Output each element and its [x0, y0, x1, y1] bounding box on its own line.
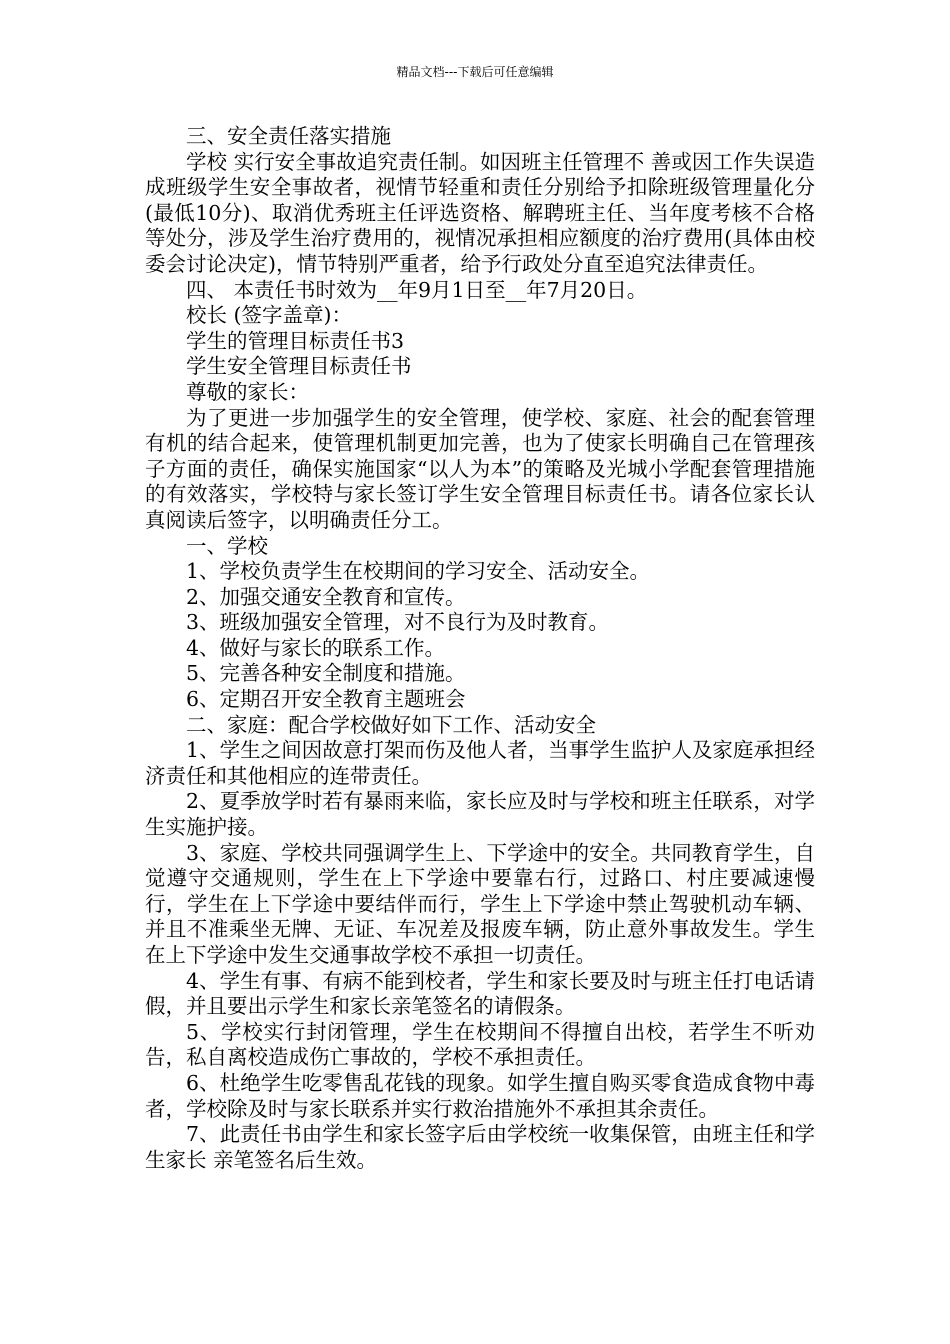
list-item-family-7: 7、此责任书由学生和家长签字后由学校统一收集保管，由班主任和学生家长 亲笔签名后生效。 — [145, 1122, 815, 1172]
section-heading-school: 一、学校 — [186, 533, 268, 558]
principal-signature-line: 校长 (签字盖章)： — [186, 303, 353, 328]
paragraph-introduction: 为了更进一步加强学生的安全管理，使学校、家庭、社会的配套管理有机的结合起来，使管理机制更加完善，也为了使家长明确自己在管理孩子方面的责任，确保实施国家“以人为本”的策略及光城小学配套管理措施的有效落实，学校特与家长签订学生安全管理目标责任书。请各位家长认真阅读后签字，以明确责任分工。 — [145, 405, 815, 532]
list-item-family-6: 6、杜绝学生吃零售乱花钱的现象。如学生擅自购买零食造成食物中毒者，学校除及时与家长联系并实行救治措施外不承担其余责任。 — [145, 1070, 815, 1121]
list-item-school-5: 5、完善各种安全制度和措施。 — [186, 661, 466, 686]
paragraph-validity-period: 四、 本责任书时效为__年9月1日至__年7月20日。 — [186, 277, 648, 302]
paragraph-accountability: 学校 实行安全事故追究责任制。如因班主任管理不 善或因工作失误造成班级学生安全事故者，视情节轻重和责任分别给予扣除班级管理量化分(最低10分)、取消优秀班主任评选资格、解聘班主任、当年度考核不合格等处分，涉及学生治疗费用的，视情况承担相应额度的治疗费用(具体由校委会讨论决定)，情节特别严重者，给予行政处分直至追究法律责任。 — [145, 149, 815, 276]
list-item-school-6: 6、定期召开安全教育主题班会 — [186, 687, 466, 712]
list-item-family-1: 1、学生之间因故意打架而伤及他人者，当事学生监护人及家庭承担经济责任和其他相应的连带责任。 — [145, 738, 815, 788]
document-title-3: 学生的管理目标责任书3 — [186, 328, 405, 353]
list-item-family-4: 4、学生有事、有病不能到校者，学生和家长要及时与班主任打电话请假，并且要出示学生和家长亲笔签名的请假条。 — [145, 968, 815, 1019]
list-item-family-5: 5、学校实行封闭管理，学生在校期间不得擅自出校，若学生不听劝告，私自离校造成伤亡事故的，学校不承担责任。 — [145, 1019, 815, 1070]
list-item-school-3: 3、班级加强安全管理，对不良行为及时教育。 — [186, 610, 610, 635]
list-item-family-2: 2、夏季放学时若有暴雨来临，家长应及时与学校和班主任联系，对学生实施护接。 — [145, 789, 815, 840]
page-header: 精品文档---下载后可任意编辑 — [396, 65, 554, 79]
document-body — [145, 124, 815, 1173]
salutation: 尊敬的家长： — [186, 379, 309, 404]
list-item-school-2: 2、加强交通安全教育和宣传。 — [186, 584, 466, 609]
list-item-school-4: 4、做好与家长的联系工作。 — [186, 635, 446, 660]
section-heading-family: 二、家庭：配合学校做好如下工作、活动安全 — [186, 712, 596, 737]
list-item-family-3: 3、家庭、学校共同强调学生上、下学途中的安全。共同教育学生，自觉遵守交通规则，学生在上下学途中要靠右行，过路口、村庄要减速慢行，学生在上下学途中要结伴而行，学生上下学途中禁止驾驶机动车辆、并且不准乘坐无牌、无证、车况差及报废车辆，防止意外事故发生。学生在上下学途中发生交通事故学校不承担一切责任。 — [145, 840, 815, 967]
list-item-school-1: 1、学校负责学生在校期间的学习安全、活动安全。 — [186, 559, 651, 584]
document-subtitle: 学生安全管理目标责任书 — [186, 354, 412, 379]
section-heading-safety-measures: 三、安全责任落实措施 — [186, 124, 391, 148]
